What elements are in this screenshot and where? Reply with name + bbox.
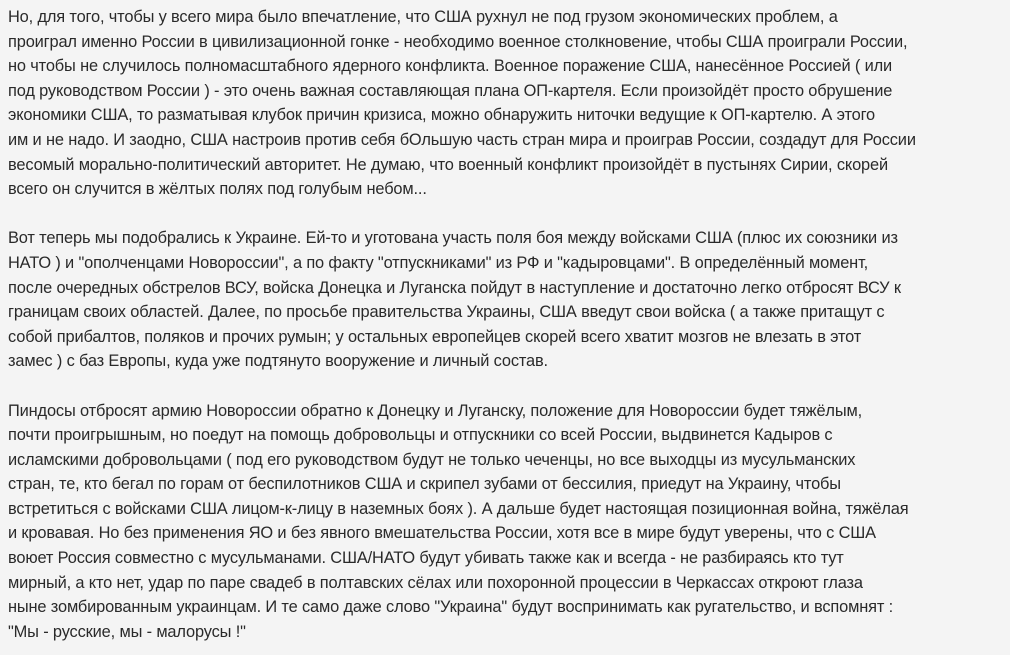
text-line: НАТО ) и "ополченцами Новороссии", а по факту "отпускниками" из РФ и "кадыровцами". В определённый момент, (8, 253, 869, 272)
text-line: исламскими добровольцами ( под его руководством будут не только чеченцы, но все выходцы из мусульманских (8, 450, 856, 469)
paragraph (8, 399, 1010, 645)
text-line: мирный, а кто нет, удар по паре свадеб в полтавских сёлах или похоронной процессии в Черкассах откроют глаза (8, 573, 863, 592)
paragraph (8, 226, 1010, 374)
text-line: "Мы - русские, мы - малорусы !" (8, 622, 246, 641)
text-line: но чтобы не случилось полномасштабного ядерного конфликта. Военное поражение США, нанесённое Россией ( или (8, 57, 893, 76)
text-line: весомый морально-политический авторитет. Не думаю, что военный конфликт произойдёт в пустынях Сирии, скорей (8, 155, 888, 174)
text-line: Вот теперь мы подобрались к Украине. Ей-то и уготована участь поля боя между войсками США (плюс их союзники из (8, 229, 898, 248)
text-line: всего он случится в жёлтых полях под голубым небом... (8, 180, 427, 199)
text-line: границам своих областей. Далее, по просьбе правительства Украины, США введут свои войска ( а также притащут с (8, 303, 885, 322)
text-line: под руководством России ) - это очень важная составляющая плана ОП-картеля. Если произойдёт просто обрушение (8, 81, 893, 100)
text-line: ныне зомбированным украинцам. И те само даже слово "Украина" будут воспринимать как ругательство, и вспомнят : (8, 598, 893, 617)
text-line: экономики США, то разматывая клубок причин кризиса, можно обнаружить ниточки ведущие к ОП-картелю. А этого (8, 106, 876, 125)
text-line: и кровавая. Но без применения ЯО и без явного вмешательства России, хотя все в мире будут уверены, что с США (8, 524, 876, 543)
text-line: замес ) с баз Европы, куда уже подтянуто вооружение и личный состав. (8, 352, 548, 371)
text-line: воюет Россия совместно с мусульманами. США/НАТО будут убивать также как и всегда - не разбираясь кто тут (8, 549, 844, 568)
text-line: встретиться с войсками США лицом-к-лицу в наземных боях ). А дальше будет настоящая позиционная война, тяжёлая (8, 499, 909, 518)
text-line: почти проигрышным, но поедут на помощь добровольцы и отпускники со всей России, выдвинется Кадыров с (8, 426, 833, 445)
text-line: проиграл именно России в цивилизационной гонке - необходимо военное столкновение, чтобы США проиграли России, (8, 32, 908, 51)
text-line: стран, те, кто бегал по горам от беспилотников США и скрипел зубами от бессилия, приедут на Украину, чтобы (8, 475, 841, 494)
text-line: Пиндосы отбросят армию Новороссии обратно к Донецку и Луганску, положение для Новороссии будет тяжёлым, (8, 401, 862, 420)
text-line: после очередных обстрелов ВСУ, войска Донецка и Луганска пойдут в наступление и достаточно легко отбросят ВСУ к (8, 278, 901, 297)
text-line: им и не надо. И заодно, США настроив против себя бОльшую часть стран мира и проиграв России, создадут для России (8, 130, 916, 149)
paragraph (8, 5, 1010, 202)
text-line: собой прибалтов, поляков и прочих румын; у остальных европейцев скорей всего хватит мозгов не влезать в этот (8, 327, 862, 346)
text-line: Но, для того, чтобы у всего мира было впечатление, что США рухнул не под грузом экономических проблем, а (8, 8, 838, 26)
